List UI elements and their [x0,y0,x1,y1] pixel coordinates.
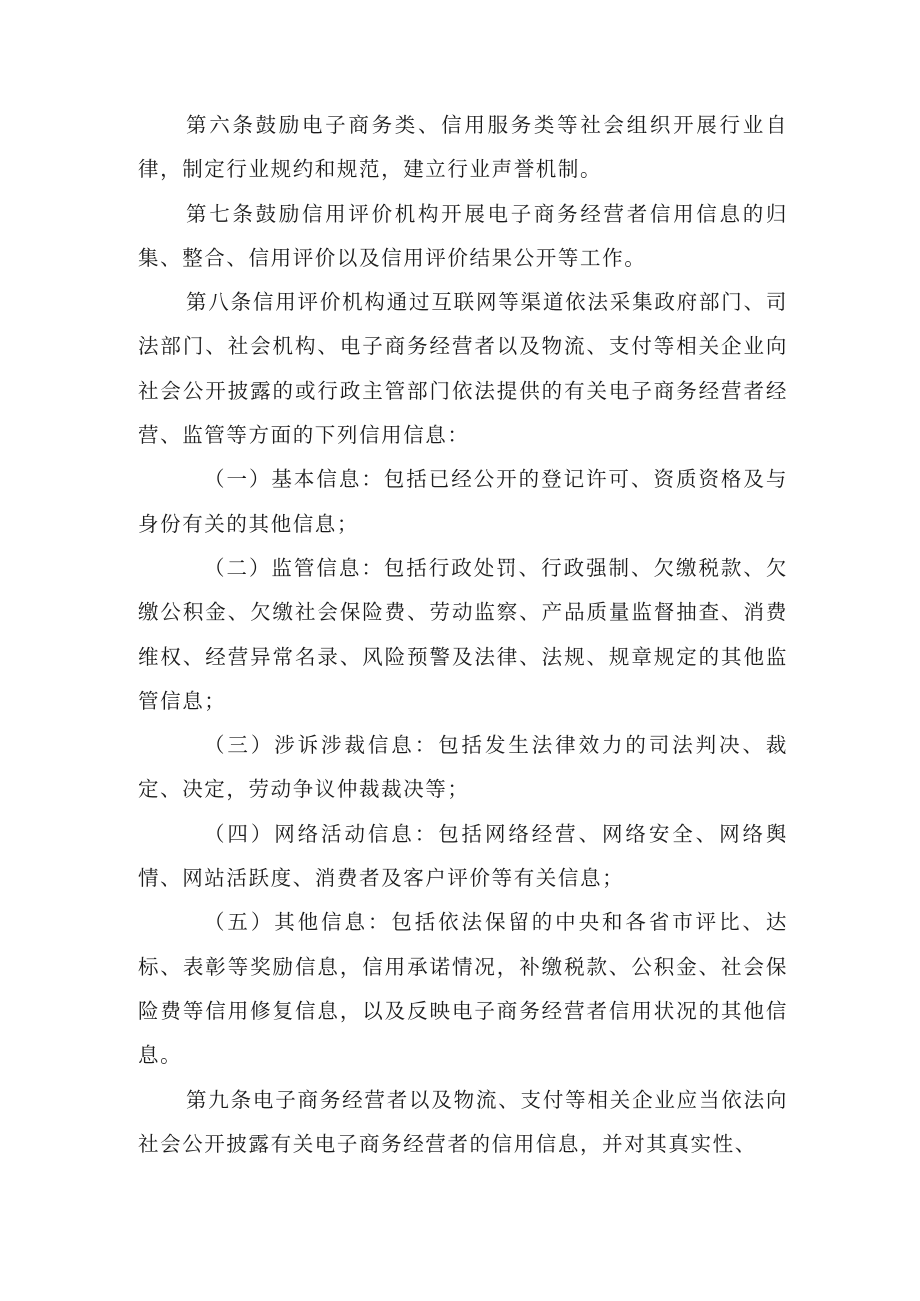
list-item-litigation-info: （三）涉诉涉裁信息：包括发生法律效力的司法判决、裁定、决定，劳动争议仲裁裁决等； [138,733,788,802]
article-6-paragraph: 第六条鼓励电子商务类、信用服务类等社会组织开展行业自律，制定行业规约和规范，建立行业声誉机制。 [138,113,788,182]
list-item-online-activity-info: （四）网络活动信息：包括网络经营、网络安全、网络舆情、网站活跃度、消费者及客户评价等有关信息； [138,821,788,891]
list-item-regulatory-info: （二）监管信息：包括行政处罚、行政强制、欠缴税款、欠缴公积金、欠缴社会保险费、劳动监察、产品质量监督抽查、消费维权、经营异常名录、风险预警及法律、法规、规章规定的其他监管信息； [138,555,788,713]
article-7-paragraph: 第七条鼓励信用评价机构开展电子商务经营者信用信息的归集、整合、信用评价以及信用评价结果公开等工作。 [138,201,788,270]
list-item-basic-info: （一）基本信息：包括已经公开的登记许可、资质资格及与身份有关的其他信息； [138,467,788,536]
article-8-paragraph: 第八条信用评价机构通过互联网等渠道依法采集政府部门、司法部门、社会机构、电子商务经营者以及物流、支付等相关企业向社会公开披露的或行政主管部门依法提供的有关电子商务经营者经营、监管等方面的下列信用信息： [138,290,788,448]
document-body [138,103,788,1166]
article-9-paragraph: 第九条电子商务经营者以及物流、支付等相关企业应当依法向社会公开披露有关电子商务经营者的信用信息，并对其真实性、 [138,1087,788,1156]
list-item-other-info: （五）其他信息：包括依法保留的中央和各省市评比、达标、表彰等奖励信息，信用承诺情况，补缴税款、公积金、社会保险费等信用修复信息，以及反映电子商务经营者信用状况的其他信息。 [138,910,788,1068]
